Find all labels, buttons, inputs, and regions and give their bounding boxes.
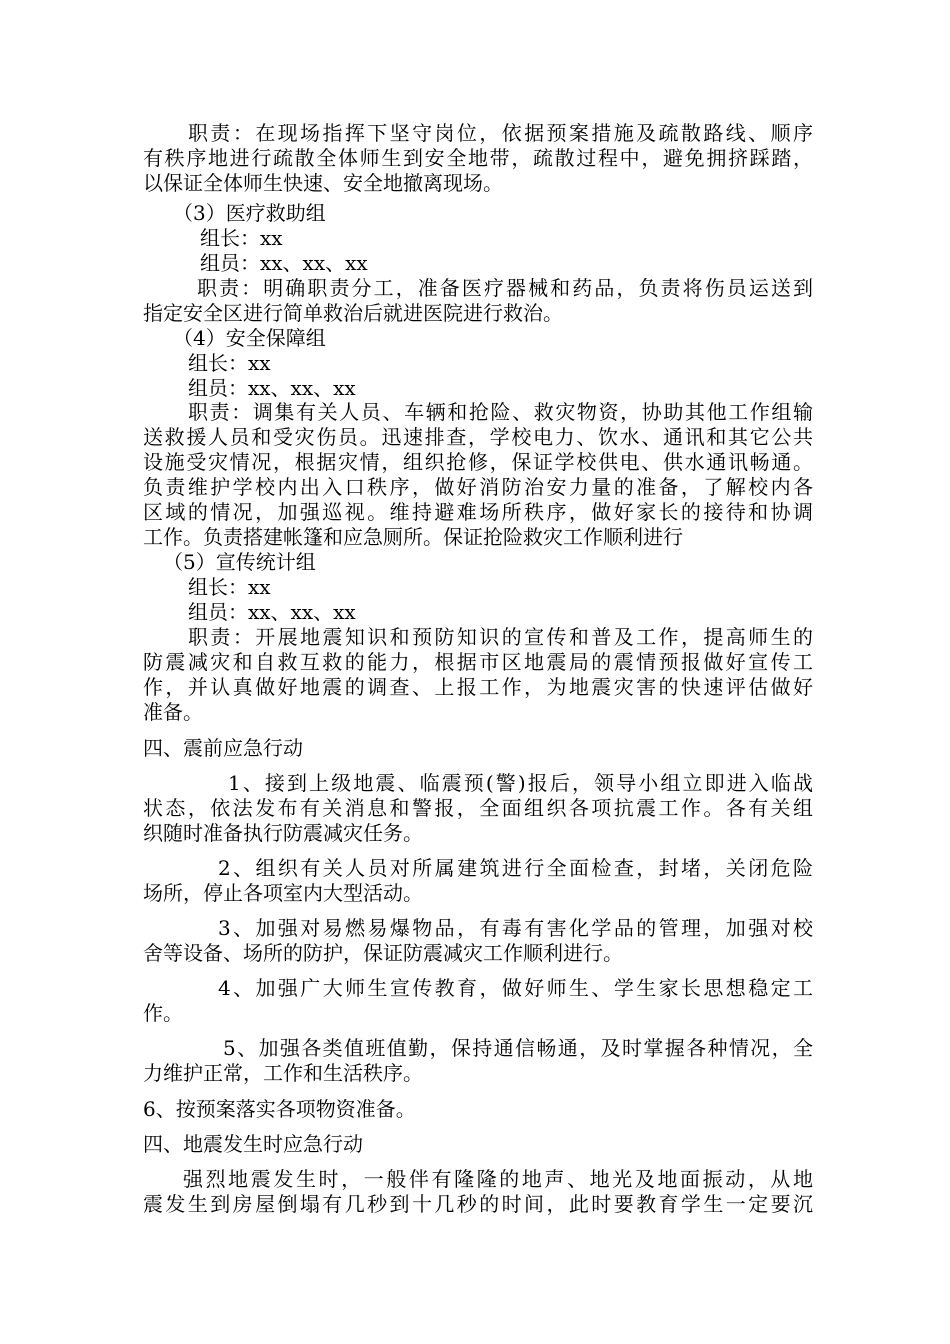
during-para-line-1: 强烈地震发生时，一般伴有隆隆的地声、地光及地面振动，从地 xyxy=(183,1167,813,1191)
section-heading-during-quake: 四、地震发生时应急行动 xyxy=(143,1132,363,1156)
section-heading-pre-quake: 四、震前应急行动 xyxy=(143,736,303,760)
pre-item-5-line-1: 5、加强各类值班值勤，保持通信畅通，及时掌握各种情况，全 xyxy=(223,1036,813,1060)
medical-leader: 组长：xx xyxy=(200,226,283,250)
evac-duty-line-1: 职责：在现场指挥下坚守岗位，依据预案措施及疏散路线、顺序 xyxy=(188,121,813,145)
safety-duty-line-3: 设施受灾情况，根据灾情，组织抢修，保证学校供电、供水通讯畅通。 xyxy=(143,450,813,474)
evac-duty-line-2: 有秩序地进行疏散全体师生到安全地带，疏散过程中，避免拥挤踩踏， xyxy=(143,146,813,170)
safety-duty-line-5: 区域的情况，加强巡视。维持避难场所秩序，做好家长的接待和协调 xyxy=(143,500,813,524)
medical-duty-line-2: 指定安全区进行简单救治后就进医院进行救治。 xyxy=(143,301,563,325)
pre-item-5-line-2: 力维护正常，工作和生活秩序。 xyxy=(143,1061,423,1085)
pre-item-3-line-2: 舍等设备、场所的防护，保证防震减灾工作顺利进行。 xyxy=(143,941,623,965)
safety-duty-line-1: 职责：调集有关人员、车辆和抢险、救灾物资，协助其他工作组输 xyxy=(188,400,813,424)
publicity-duty-line-1: 职责：开展地震知识和预防知识的宣传和普及工作，提高师生的 xyxy=(188,625,813,649)
pre-item-2-line-1: 2、组织有关人员对所属建筑进行全面检查，封堵，关闭危险 xyxy=(218,856,813,880)
medical-heading: （3）医疗救助组 xyxy=(173,201,326,225)
publicity-duty-line-3: 作，并认真做好地震的调查、上报工作，为地震灾害的快速评估做好 xyxy=(143,675,813,699)
publicity-heading: （5）宣传统计组 xyxy=(163,550,316,574)
safety-duty-line-4: 负责维护学校内出入口秩序，做好消防治安力量的准备，了解校内各 xyxy=(143,475,813,499)
pre-item-1-line-3: 织随时准备执行防震减灾任务。 xyxy=(143,821,423,845)
pre-item-3-line-1: 3、加强对易燃易爆物品，有毒有害化学品的管理，加强对校 xyxy=(218,916,813,940)
safety-duty-line-2: 送救援人员和受灾伤员。迅速排查，学校电力、饮水、通讯和其它公共 xyxy=(143,425,813,449)
safety-duty-line-6: 工作。负责搭建帐篷和应急厕所。保证抢险救灾工作顺利进行 xyxy=(143,525,683,549)
publicity-leader: 组长：xx xyxy=(188,575,271,599)
pre-item-2-line-2: 场所，停止各项室内大型活动。 xyxy=(143,881,423,905)
medical-members: 组员：xx、xx、xx xyxy=(200,251,368,275)
safety-heading: （4）安全保障组 xyxy=(173,326,326,350)
during-para-line-2: 震发生到房屋倒塌有几秒到十几秒的时间，此时要教育学生一定要沉 xyxy=(143,1192,813,1216)
pre-item-4-line-2: 作。 xyxy=(143,1001,183,1025)
evac-duty-line-3: 以保证全体师生快速、安全地撤离现场。 xyxy=(143,171,503,195)
pre-item-1-line-1: 1、接到上级地震、临震预(警)报后，领导小组立即进入临战 xyxy=(228,771,813,795)
publicity-duty-line-2: 防震减灾和自救互救的能力，根据市区地震局的震情预报做好宣传工 xyxy=(143,650,813,674)
pre-item-1-line-2: 状态，依法发布有关消息和警报，全面组织各项抗震工作。各有关组 xyxy=(143,796,813,820)
publicity-members: 组员：xx、xx、xx xyxy=(188,600,356,624)
safety-leader: 组长：xx xyxy=(188,351,271,375)
medical-duty-line-1: 职责：明确职责分工，准备医疗器械和药品，负责将伤员运送到 xyxy=(197,276,813,300)
pre-item-4-line-1: 4、加强广大师生宣传教育，做好师生、学生家长思想稳定工 xyxy=(218,976,813,1000)
pre-item-6: 6、按预案落实各项物资准备。 xyxy=(143,1097,416,1121)
safety-members: 组员：xx、xx、xx xyxy=(188,376,356,400)
publicity-duty-line-4: 准备。 xyxy=(143,700,203,724)
